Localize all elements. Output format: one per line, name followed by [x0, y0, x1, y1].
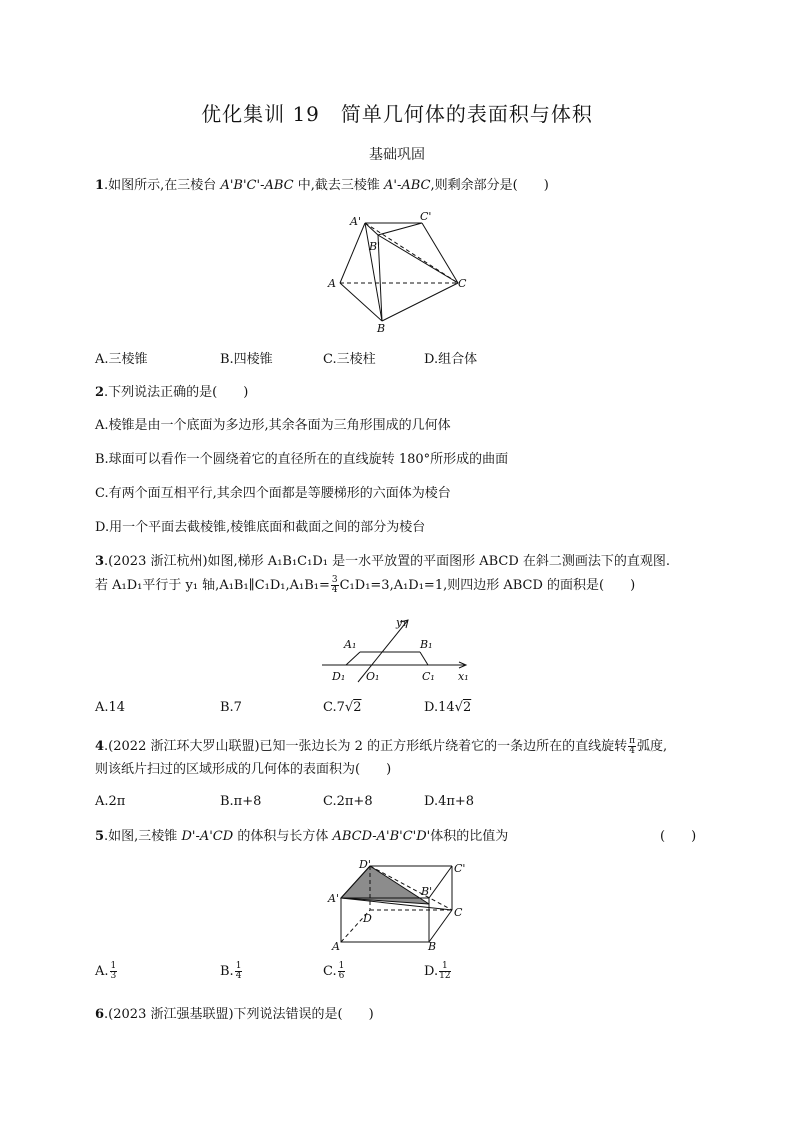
q1-option-b: B.四棱锥 [220, 352, 273, 367]
question-number: 2 [95, 385, 105, 400]
q4-option-a: A.2π [95, 794, 126, 809]
label-b1: B₁ [420, 638, 433, 651]
question-1: 1.如图所示,在三棱台 A'B'C'-ABC 中,截去三棱锥 A'-ABC,则剩余部分是( ) [95, 178, 549, 193]
label-d1: D₁ [332, 670, 346, 683]
answer-bracket: ( ) [660, 829, 697, 844]
label-b-prime: B' [369, 240, 381, 253]
label-c: C [454, 906, 463, 919]
q5-option-b: B. $\frac{1}{4}$ [220, 961, 242, 981]
label-d: D [363, 912, 372, 925]
q4-option-b: B.π+8 [220, 794, 262, 809]
label-o1: O₁ [366, 670, 380, 683]
question-source: .(2023 浙江杭州) [104, 554, 208, 569]
label-x-axis: x₁ [458, 670, 469, 683]
question-3-line-2: 若 A₁D₁平行于 y₁ 轴,A₁B₁∥C₁D₁,A₁B₁= $\frac{3}{4}$ C₁D₁=3,A₁D₁=1,则四边形 ABCD 的面积是( ) [95, 575, 636, 595]
fraction: $\frac{\pi}{4}$ [629, 736, 636, 756]
label-b: B [377, 322, 386, 335]
question-5: 5.如图,三棱锥 D'-A'CD 的体积与长方体 ABCD-A'B'C'D'体积的比值为 [95, 829, 509, 844]
question-6: 6.(2023 浙江强基联盟)下列说法错误的是( ) [95, 1007, 374, 1022]
frustum-figure [320, 205, 480, 335]
q5-option-d: D. $\frac{1}{12}$ [424, 961, 451, 981]
q2-option-d: D.用一个平面去截棱锥,棱锥底面和截面之间的部分为棱台 [95, 520, 426, 535]
q5-option-a: A. $\frac{1}{3}$ [95, 961, 117, 981]
q4-option-c: C.2π+8 [323, 794, 373, 809]
label-b-prime: B' [421, 885, 433, 898]
question-4-line-2: 则该纸片扫过的区域形成的几何体的表面积为( ) [95, 762, 392, 777]
label-a-prime: A' [350, 215, 361, 228]
question-4: 4.(2022 浙江环大罗山联盟)已知一张边长为 2 的正方形纸片绕着它的一条边所在的直线旋转 $\frac{\pi}{4}$ 弧度, [95, 736, 668, 756]
label-d-prime: D' [359, 858, 371, 871]
label-a-prime: A' [328, 892, 339, 905]
label-c-prime: C' [454, 862, 466, 875]
label-a: A [328, 277, 336, 290]
label-y-axis: y₁ [396, 616, 407, 629]
question-number: 4 [95, 739, 105, 754]
question-number: 5 [95, 829, 105, 844]
question-source: .(2023 浙江强基联盟) [104, 1007, 234, 1022]
q3-option-a: A.14 [95, 700, 126, 715]
label-b: B [428, 940, 437, 953]
question-3: 3.(2023 浙江杭州)如图,梯形 A₁B₁C₁D₁ 是一水平放置的平面图形 ABCD 在斜二测画法下的直观图. [95, 554, 671, 569]
fraction: $\frac{3}{4}$ [331, 575, 338, 595]
trapezoid-figure [318, 612, 478, 687]
q2-option-a: A.棱锥是由一个底面为多边形,其余各面为三角形围成的几何体 [95, 418, 451, 433]
q1-option-c: C.三棱柱 [323, 352, 376, 367]
question-number: 3 [95, 554, 105, 569]
label-a: A [332, 940, 340, 953]
question-number: 1 [95, 178, 105, 193]
q2-option-b: B.球面可以看作一个圆绕着它的直径所在的直线旋转 180°所形成的曲面 [95, 452, 509, 467]
cuboid-figure [325, 858, 475, 953]
question-source: .(2022 浙江环大罗山联盟) [104, 739, 260, 754]
label-a1: A₁ [344, 638, 357, 651]
q2-option-c: C.有两个面互相平行,其余四个面都是等腰梯形的六面体为棱台 [95, 486, 451, 501]
label-c: C [458, 277, 467, 290]
q3-option-b: B.7 [220, 700, 242, 715]
question-2: 2.下列说法正确的是( ) [95, 385, 249, 400]
q1-option-d: D.组合体 [424, 352, 478, 367]
q3-option-d: D.14√2 [424, 700, 472, 715]
label-c-prime: C' [420, 210, 432, 223]
q3-option-c: C.7√2 [323, 700, 362, 715]
q1-option-a: A.三棱锥 [95, 352, 148, 367]
q4-option-d: D.4π+8 [424, 794, 475, 809]
q5-option-c: C. $\frac{1}{6}$ [323, 961, 345, 981]
section-subtitle: 基础巩固 [369, 147, 425, 163]
question-number: 6 [95, 1007, 105, 1022]
label-c1: C₁ [422, 670, 435, 683]
page-title: 优化集训 19 简单几何体的表面积与体积 [201, 102, 593, 126]
